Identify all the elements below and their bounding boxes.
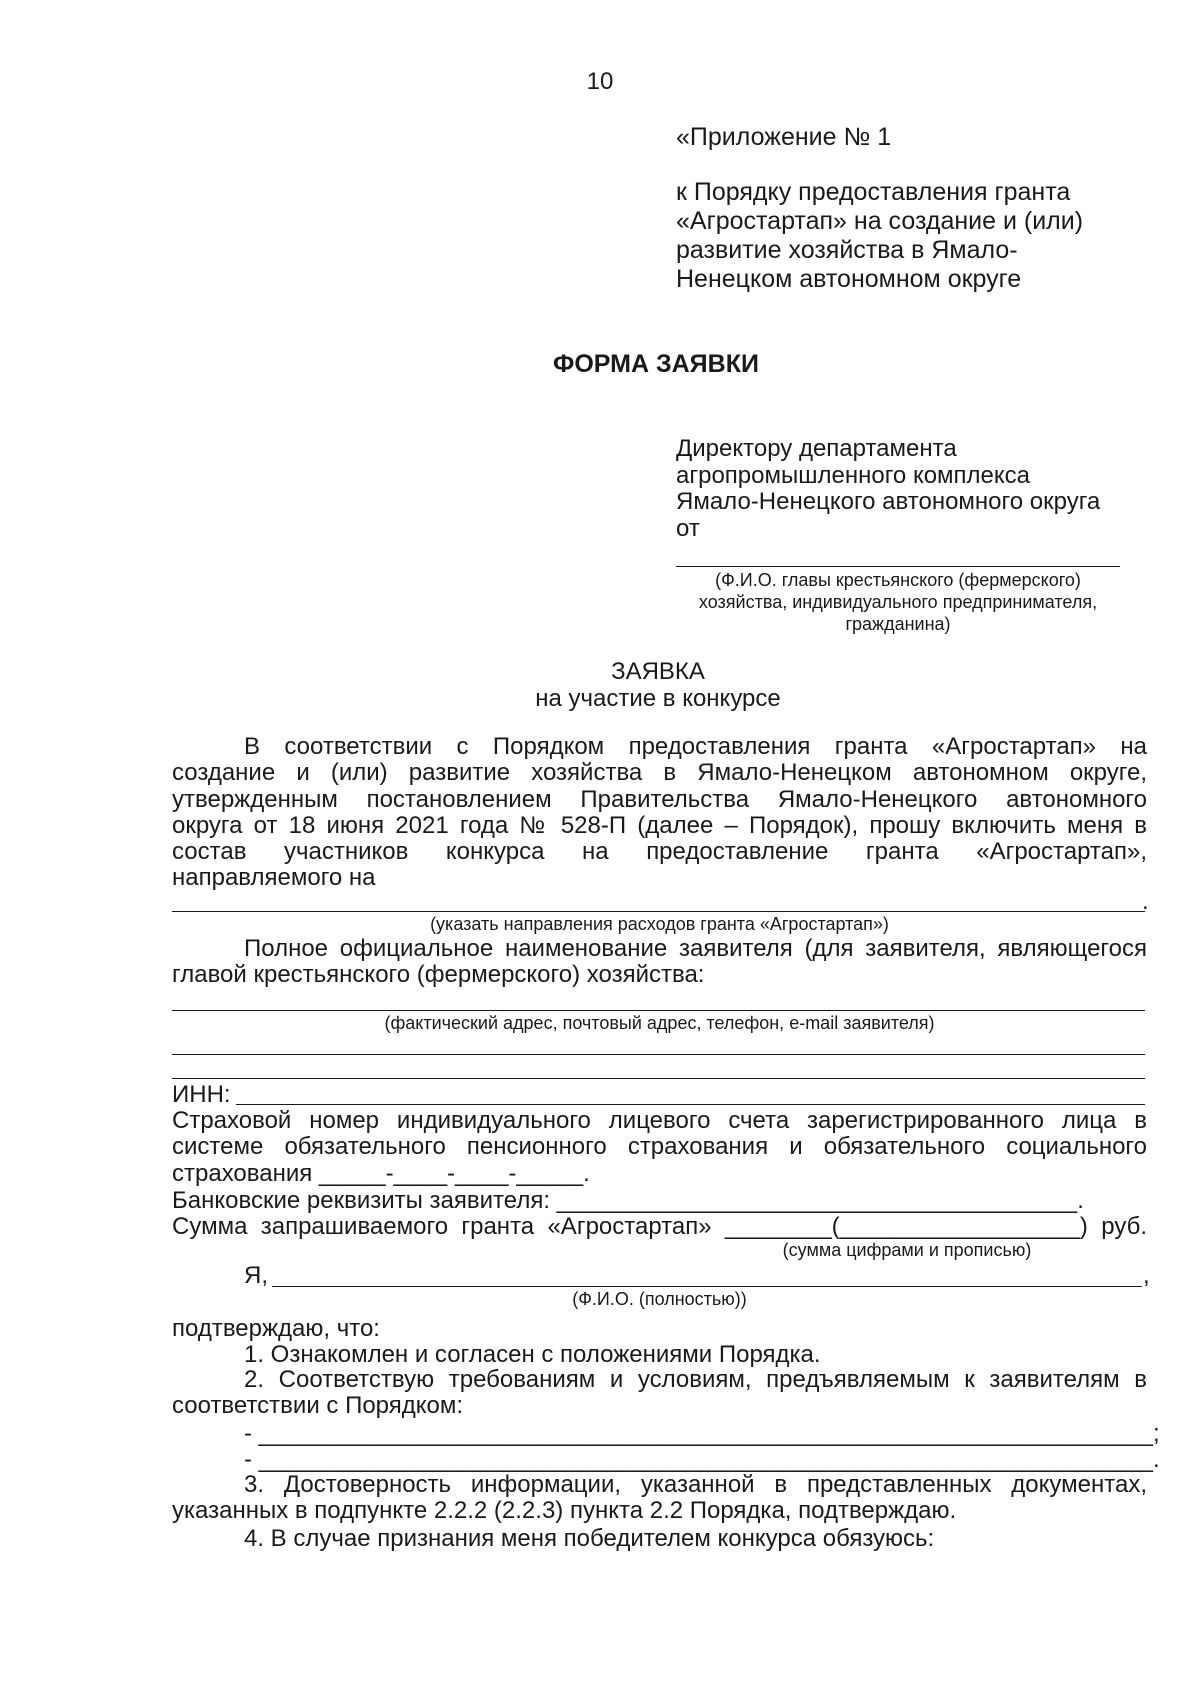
address-hint: (фактический адрес, почтовый адрес, телефон, e-mail заявителя) [384, 1013, 935, 1033]
paragraph-line: округа от 18 июня 2021 года № 528-П (далее – Порядок), прошу включить меня в [172, 811, 1147, 839]
paragraph-line: Страховой номер индивидуального лицевого счета зарегистрированного лица в [172, 1107, 1147, 1134]
grant-directions-hint: (указать направления расходов гранта «Агростартап») [430, 914, 889, 934]
addressee-block [676, 436, 1100, 542]
applicant-full-name-field[interactable] [172, 1010, 1145, 1011]
paragraph-line: Полное официальное наименование заявителя (для заявителя, являющегося [244, 935, 1147, 962]
inn-field[interactable] [236, 1104, 1145, 1105]
application-title: ЗАЯВКА [611, 658, 705, 685]
inn-label: ИНН: [172, 1081, 231, 1108]
paragraph-line: главой крестьянского (фермерского) хозяйства: [172, 961, 705, 989]
paragraph-line: соответствии с Порядком: [172, 1392, 464, 1420]
paragraph-line: В соответствии с Порядком предоставления гранта «Агростартап» на [244, 733, 1147, 760]
paragraph-line: 2. Соответствую требованиям и условиям, предъявляемым к заявителям в [244, 1366, 1147, 1393]
appendix-line: Ненецком автономном округе [676, 265, 1022, 293]
period-mark: . [1142, 888, 1149, 915]
hint-line: хозяйства, индивидуального предпринимателя, [698, 592, 1098, 612]
appendix-reference [676, 178, 1083, 294]
addressee-line: от [676, 514, 700, 542]
appendix-title: «Приложение № 1 [676, 123, 892, 151]
addressee-line: агропромышленного комплекса [676, 461, 1031, 489]
address-field-2[interactable] [172, 1078, 1145, 1079]
grant-directions-field[interactable] [172, 911, 1145, 912]
paragraph-line: 3. Достоверность информации, указанной в представленных документах, [244, 1471, 1147, 1498]
paragraph-applicant-name [172, 936, 1147, 989]
paragraph-line: направляемого на [172, 864, 376, 892]
i-label: Я, [244, 1262, 268, 1289]
applicant-name-hint [676, 569, 1120, 635]
address-field-1[interactable] [172, 1054, 1145, 1055]
application-subtitle: на участие в конкурсе [535, 685, 781, 712]
paragraph-line: утвержденным постановлением Правительства Ямало-Ненецкого автономного [172, 785, 1147, 813]
paragraph-line: создание и (или) развитие хозяйства в Ямало-Ненецком автономном округе, [172, 759, 1147, 787]
full-name-field[interactable] [272, 1286, 1142, 1287]
grant-sum-hint: (сумма цифрами и прописью) [782, 1240, 1032, 1260]
requirement-field-2[interactable]: - ___________________________________________________________________. [244, 1446, 1160, 1473]
item-1: 1. Ознакомлен и согласен с положениями Порядка. [244, 1341, 821, 1368]
item-3 [172, 1472, 1147, 1525]
appendix-line: к Порядку предоставления гранта [676, 178, 1071, 206]
comma-mark: , [1143, 1262, 1150, 1289]
paragraph-line: системе обязательного пенсионного страхования и обязательного социального [172, 1133, 1147, 1161]
confirm-text: подтверждаю, что: [172, 1315, 380, 1342]
snils-field[interactable]: страхования _____-____-____-_____. [172, 1159, 590, 1187]
requirement-field-1[interactable]: - ___________________________________________________________________; [244, 1420, 1160, 1447]
appendix-line: «Агростартап» на создание и (или) [676, 207, 1084, 235]
addressee-line: Директору департамента [676, 435, 957, 462]
bank-details-field[interactable]: Банковские реквизиты заявителя: _______________________________________. [172, 1187, 1084, 1214]
addressee-line: Ямало-Ненецкого автономного округа [676, 488, 1101, 515]
form-title: ФОРМА ЗАЯВКИ [553, 350, 759, 378]
full-name-hint: (Ф.И.О. (полностью)) [572, 1289, 747, 1309]
paragraph-request [172, 734, 1147, 892]
appendix-line: развитие хозяйства в Ямало- [676, 236, 1018, 264]
paragraph-snils [172, 1108, 1147, 1187]
hint-line: гражданина) [845, 614, 951, 634]
grant-sum-field[interactable]: Сумма запрашиваемого гранта «Агростартап» ________(__________________) руб. [172, 1213, 1147, 1240]
paragraph-line: состав участников конкурса на предоставление гранта «Агростартап», [172, 838, 1147, 866]
page-number: 10 [586, 68, 614, 95]
item-4: 4. В случае признания меня победителем конкурса обязуюсь: [244, 1525, 935, 1552]
item-2 [172, 1367, 1147, 1420]
paragraph-line: указанных в подпункте 2.2.2 (2.2.3) пункта 2.2 Порядка, подтверждаю. [172, 1497, 957, 1525]
hint-line: (Ф.И.О. главы крестьянского (фермерского) [715, 570, 1081, 590]
applicant-name-field[interactable] [676, 566, 1120, 567]
